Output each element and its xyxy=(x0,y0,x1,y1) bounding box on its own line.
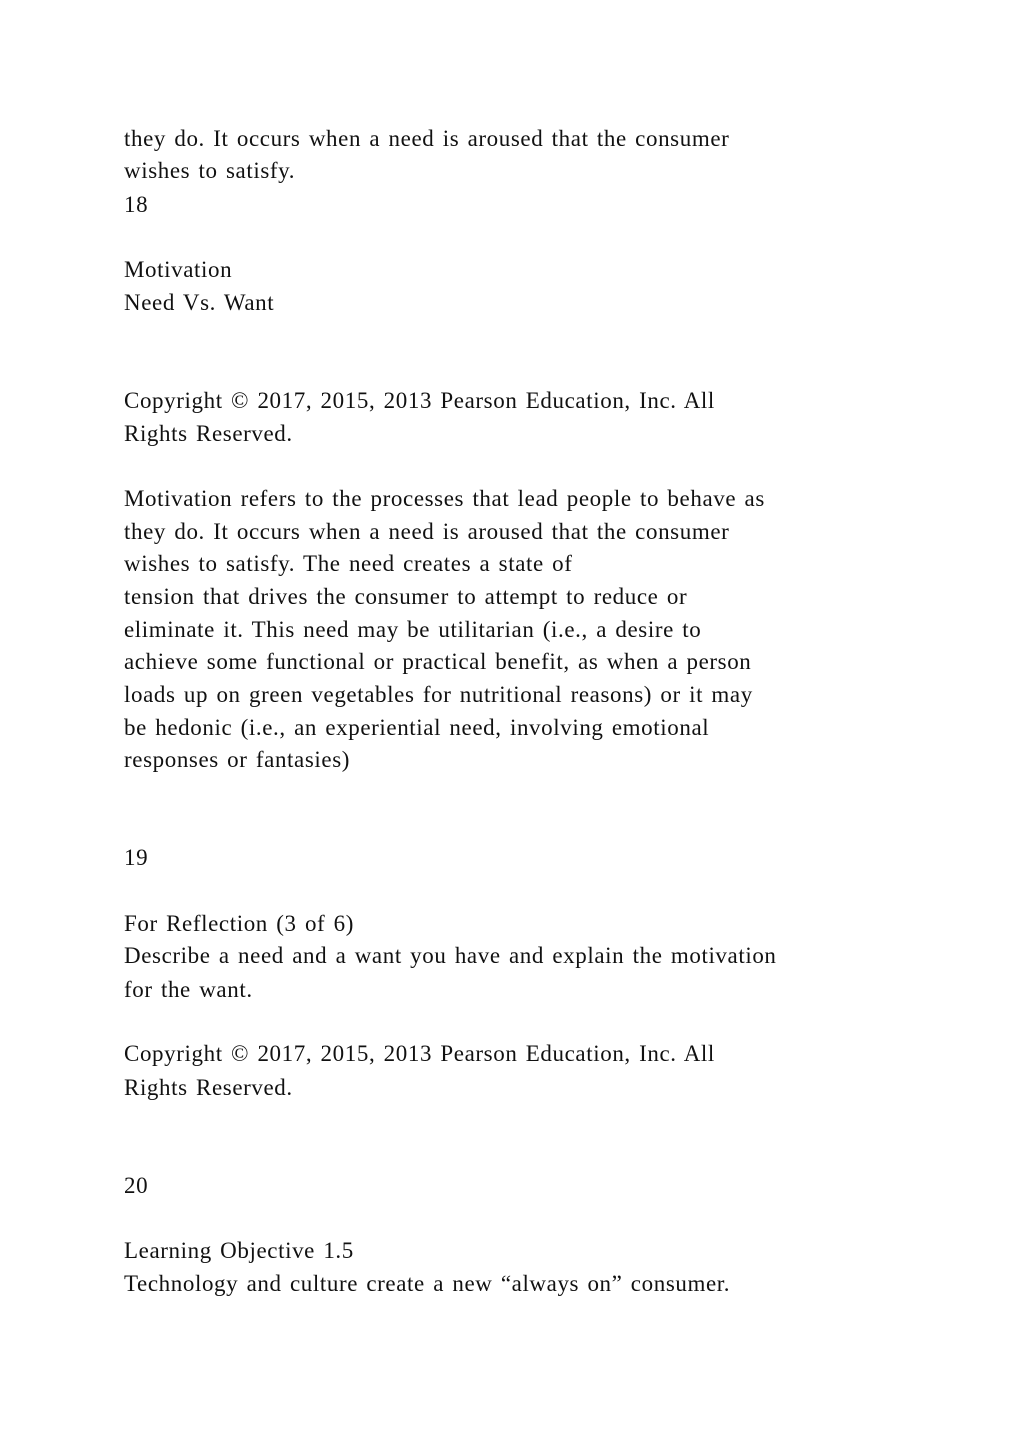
copyright-line: Copyright © 2017, 2015, 2013 Pearson Education, Inc. All xyxy=(124,1041,715,1066)
copyright-line: Rights Reserved. xyxy=(124,421,293,446)
text-line: Technology and culture create a new “always on” consumer. xyxy=(124,1271,731,1296)
text-line: wishes to satisfy. xyxy=(124,158,296,183)
text-line: wishes to satisfy. The need creates a state of xyxy=(124,551,573,576)
slide-title: For Reflection (3 of 6) xyxy=(124,911,355,936)
slide-title: Motivation xyxy=(124,257,233,282)
copyright-line: Rights Reserved. xyxy=(124,1075,293,1100)
text-line: for the want. xyxy=(124,977,253,1002)
page-number: 20 xyxy=(124,1173,149,1198)
text-line: they do. It occurs when a need is aroused that the consumer xyxy=(124,126,730,151)
text-line: Describe a need and a want you have and explain the motivation xyxy=(124,943,777,968)
page-number: 19 xyxy=(124,845,149,870)
copyright-line: Copyright © 2017, 2015, 2013 Pearson Education, Inc. All xyxy=(124,388,715,413)
text-line: Motivation refers to the processes that lead people to behave as xyxy=(124,486,765,511)
text-line: eliminate it. This need may be utilitarian (i.e., a desire to xyxy=(124,617,702,642)
slide-title: Learning Objective 1.5 xyxy=(124,1238,354,1263)
text-line: tension that drives the consumer to attempt to reduce or xyxy=(124,584,688,609)
text-line: achieve some functional or practical benefit, as when a person xyxy=(124,649,752,674)
page-number: 18 xyxy=(124,192,149,217)
text-line: loads up on green vegetables for nutritional reasons) or it may xyxy=(124,682,753,707)
slide-subtitle: Need Vs. Want xyxy=(124,290,275,315)
text-line: they do. It occurs when a need is aroused that the consumer xyxy=(124,519,730,544)
text-line: be hedonic (i.e., an experiential need, involving emotional xyxy=(124,715,710,740)
text-line: responses or fantasies) xyxy=(124,747,351,772)
